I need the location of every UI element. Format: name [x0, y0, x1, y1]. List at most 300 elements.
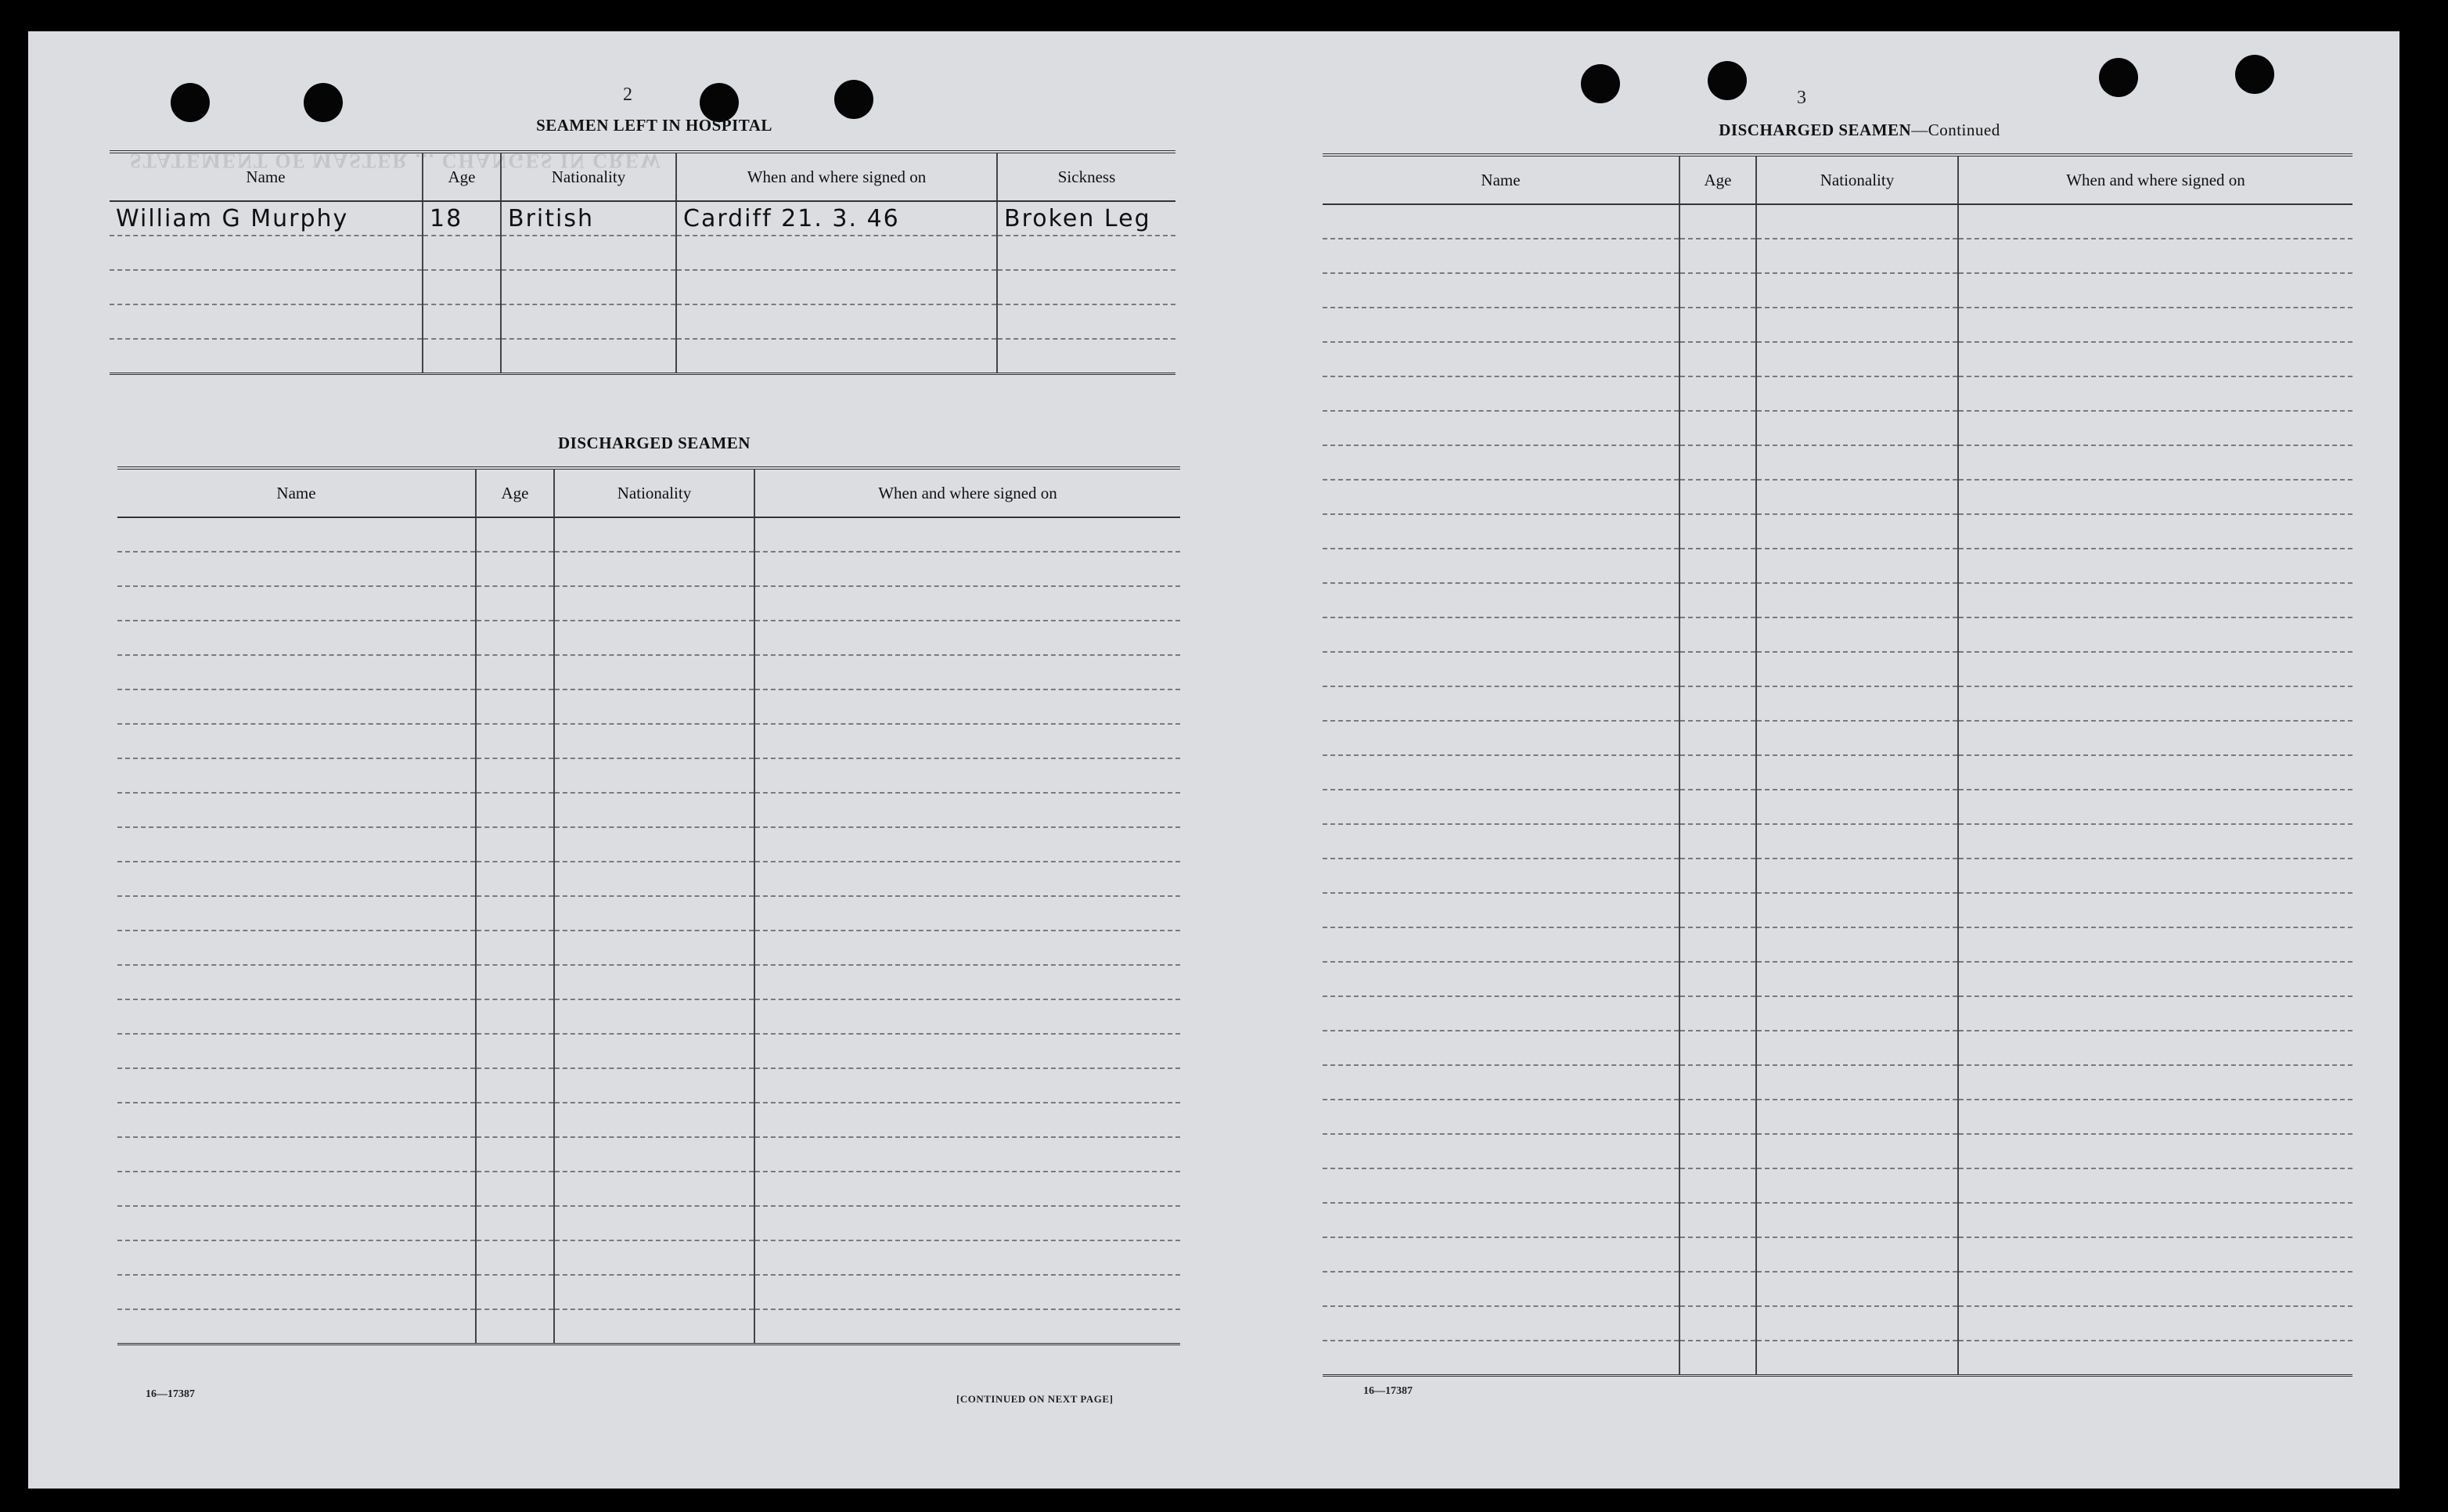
cell: [1958, 1168, 2353, 1203]
cell: [554, 1206, 754, 1240]
punch-hole: [1581, 64, 1620, 103]
table-row: [1323, 686, 2353, 721]
cell: [1323, 1203, 1679, 1237]
cell: [1958, 549, 2353, 583]
cell: [754, 655, 1180, 689]
cell: [754, 1103, 1180, 1137]
cell: [110, 339, 423, 374]
cell: [554, 517, 754, 552]
cell: [997, 339, 1175, 374]
table-row: [1323, 342, 2353, 376]
cell: [1323, 1341, 1679, 1376]
cell: [554, 1240, 754, 1275]
cell: [1958, 1134, 2353, 1168]
cell: [1756, 204, 1958, 239]
cell: [476, 965, 554, 999]
right-page: [1296, 31, 2399, 1489]
cell: [1958, 204, 2353, 239]
cell: [754, 1137, 1180, 1172]
cell: [1756, 1134, 1958, 1168]
document-sheet: [28, 31, 2399, 1489]
cell: [1756, 824, 1958, 859]
table-row: [1323, 859, 2353, 893]
cell: [476, 758, 554, 793]
form-number: 16—17387: [1363, 1385, 1413, 1397]
cell: [1323, 1031, 1679, 1065]
header-name: Name: [1323, 155, 1679, 204]
table-row: [117, 1172, 1180, 1206]
table-row: [1323, 549, 2353, 583]
cell: [1323, 1306, 1679, 1341]
cell: [1958, 859, 2353, 893]
cell: [1679, 411, 1756, 445]
cell: [554, 1034, 754, 1068]
table-row: [1323, 617, 2353, 652]
table-row: [1323, 755, 2353, 790]
header-signed-on: When and where signed on: [676, 152, 997, 201]
cell: [1756, 1100, 1958, 1134]
hospital-header-row: [110, 152, 1175, 201]
cell: [1679, 583, 1756, 617]
cell: [1323, 790, 1679, 824]
cell: [754, 827, 1180, 862]
cell: [1756, 1203, 1958, 1237]
cell: [1679, 1203, 1756, 1237]
table-row: [1323, 1100, 2353, 1134]
table-row: [110, 339, 1175, 374]
seaman-name: William G Murphy: [110, 201, 423, 236]
cell: [754, 1309, 1180, 1345]
cell: [1756, 755, 1958, 790]
cell: [476, 1172, 554, 1206]
table-row: [1323, 721, 2353, 755]
cell: [1958, 1272, 2353, 1306]
table-row: [1323, 480, 2353, 514]
cell: [1756, 927, 1958, 962]
cell: [476, 931, 554, 965]
table-row: [117, 1034, 1180, 1068]
seaman-signed-on: Cardiff 21. 3. 46: [676, 201, 997, 236]
cell: [754, 999, 1180, 1034]
cell: [1679, 927, 1756, 962]
cell: [1679, 1031, 1756, 1065]
cell: [117, 1034, 476, 1068]
cell: [1756, 893, 1958, 927]
table-row: [1323, 376, 2353, 411]
header-name: Name: [117, 468, 476, 517]
cell: [476, 862, 554, 896]
cell: [1958, 721, 2353, 755]
cell: [1679, 549, 1756, 583]
cell: [554, 655, 754, 689]
cell: [1958, 239, 2353, 273]
cell: [754, 517, 1180, 552]
cell: [554, 1275, 754, 1309]
discharged-section-title: DISCHARGED SEAMEN: [558, 434, 751, 452]
cell: [1323, 859, 1679, 893]
seaman-nationality: British: [501, 201, 676, 236]
cell: [1958, 376, 2353, 411]
cell: [476, 1034, 554, 1068]
cell: [554, 1309, 754, 1345]
cell: [476, 827, 554, 862]
table-row: [117, 1137, 1180, 1172]
table-row: [117, 965, 1180, 999]
cell: [1756, 411, 1958, 445]
cell: [1323, 342, 1679, 376]
cell: [117, 862, 476, 896]
cell: [1679, 686, 1756, 721]
left-page: [28, 31, 1202, 1489]
cell: [1958, 273, 2353, 308]
table-row: [117, 1068, 1180, 1103]
table-row: [110, 304, 1175, 339]
cell: [117, 1137, 476, 1172]
cell: [476, 896, 554, 931]
cell: [1679, 1134, 1756, 1168]
cell: [1679, 239, 1756, 273]
cell: [1958, 927, 2353, 962]
cell: [117, 965, 476, 999]
cell: [1679, 480, 1756, 514]
cell: [110, 304, 423, 339]
cell: [1679, 1272, 1756, 1306]
cell: [997, 236, 1175, 270]
cell: [1679, 273, 1756, 308]
cell: [754, 862, 1180, 896]
cell: [1323, 1168, 1679, 1203]
header-nationality: Nationality: [554, 468, 754, 517]
cell: [1679, 342, 1756, 376]
cell: [1958, 1203, 2353, 1237]
table-row: [1323, 514, 2353, 549]
cell: [1958, 1237, 2353, 1272]
cell: [1679, 308, 1756, 342]
cell: [476, 1240, 554, 1275]
table-row: [1323, 1031, 2353, 1065]
cell: [1679, 1168, 1756, 1203]
cell: [1756, 1065, 1958, 1100]
cell: [1756, 583, 1958, 617]
cell: [476, 1206, 554, 1240]
cell: [1679, 824, 1756, 859]
table-row: [110, 270, 1175, 304]
table-row: [117, 999, 1180, 1034]
header-age: Age: [423, 152, 501, 201]
cell: [554, 758, 754, 793]
cell: [1756, 1031, 1958, 1065]
cell: [476, 689, 554, 724]
cell: [554, 1068, 754, 1103]
cell: [1679, 893, 1756, 927]
cell: [1756, 1168, 1958, 1203]
page-number: 3: [1797, 88, 1806, 108]
cell: [1756, 1306, 1958, 1341]
cell: [1323, 686, 1679, 721]
header-name: Name: [110, 152, 423, 201]
cell: [1679, 996, 1756, 1031]
table-row: [117, 896, 1180, 931]
cell: [1756, 1272, 1958, 1306]
cell: [476, 517, 554, 552]
cell: [1756, 617, 1958, 652]
cell: [1958, 514, 2353, 549]
table-row: [1323, 790, 2353, 824]
cell: [554, 1172, 754, 1206]
cell: [476, 1103, 554, 1137]
table-row: [1323, 411, 2353, 445]
table-row: [1323, 824, 2353, 859]
table-row: [1323, 1237, 2353, 1272]
cell: [501, 270, 676, 304]
table-row: [1323, 1168, 2353, 1203]
cell: [554, 827, 754, 862]
cell: [117, 724, 476, 758]
table-row: [110, 236, 1175, 270]
cell: [554, 621, 754, 655]
cell: [754, 1240, 1180, 1275]
cell: [476, 655, 554, 689]
cell: [1323, 996, 1679, 1031]
cell: [1323, 1237, 1679, 1272]
punch-hole: [2235, 55, 2274, 94]
cell: [554, 724, 754, 758]
cell: [754, 758, 1180, 793]
cell: [754, 896, 1180, 931]
header-nationality: Nationality: [1756, 155, 1958, 204]
cell: [554, 931, 754, 965]
form-number: 16—17387: [146, 1388, 195, 1400]
cell: [1679, 755, 1756, 790]
cell: [1958, 411, 2353, 445]
cell: [117, 999, 476, 1034]
cell: [1323, 445, 1679, 480]
cell: [754, 724, 1180, 758]
cell: [754, 793, 1180, 827]
cell: [1756, 686, 1958, 721]
table-row: [117, 621, 1180, 655]
table-row: [1323, 273, 2353, 308]
table-row: [117, 1309, 1180, 1345]
table-row: [1323, 962, 2353, 996]
cell: [1323, 549, 1679, 583]
cell: [754, 965, 1180, 999]
cell: [1323, 308, 1679, 342]
cell: [1323, 1100, 1679, 1134]
cell: [476, 1309, 554, 1345]
discharged-table-right: [1323, 153, 2353, 1377]
cell: [1756, 239, 1958, 273]
cell: [554, 965, 754, 999]
header-age: Age: [1679, 155, 1756, 204]
cell: [117, 793, 476, 827]
cell: [676, 236, 997, 270]
cell: [110, 270, 423, 304]
cell: [1323, 239, 1679, 273]
header-sickness: Sickness: [997, 152, 1175, 201]
cell: [754, 1034, 1180, 1068]
cell: [476, 793, 554, 827]
cell: [117, 517, 476, 552]
cell: [117, 758, 476, 793]
cell: [1679, 204, 1756, 239]
cell: [1323, 583, 1679, 617]
cell: [554, 1103, 754, 1137]
table-row: [117, 724, 1180, 758]
cell: [1323, 617, 1679, 652]
cell: [754, 621, 1180, 655]
cell: [110, 236, 423, 270]
cell: [554, 552, 754, 586]
page-number: 2: [623, 85, 632, 105]
table-row: [117, 586, 1180, 621]
cell: [1323, 962, 1679, 996]
cell: [423, 236, 501, 270]
cell: [1958, 1306, 2353, 1341]
discharged-header-row: [117, 468, 1180, 517]
table-row: [1323, 445, 2353, 480]
cell: [476, 724, 554, 758]
cell: [501, 339, 676, 374]
cell: [1323, 480, 1679, 514]
table-row: [117, 1275, 1180, 1309]
cell: [1958, 790, 2353, 824]
cell: [1958, 617, 2353, 652]
table-row: [117, 1206, 1180, 1240]
cell: [117, 1068, 476, 1103]
cell: [1958, 1341, 2353, 1376]
table-row: [1323, 1272, 2353, 1306]
cell: [117, 655, 476, 689]
discharged-table-left: [117, 466, 1180, 1345]
cell: [117, 586, 476, 621]
cell: [1679, 1065, 1756, 1100]
cell: [1679, 859, 1756, 893]
cell: [476, 999, 554, 1034]
cell: [1679, 1306, 1756, 1341]
cell: [1323, 755, 1679, 790]
cell: [117, 1206, 476, 1240]
cell: [554, 689, 754, 724]
table-row: [117, 931, 1180, 965]
cell: [554, 862, 754, 896]
cell: [1679, 721, 1756, 755]
cell: [1756, 859, 1958, 893]
table-row: [117, 758, 1180, 793]
cell: [1756, 308, 1958, 342]
cell: [1679, 962, 1756, 996]
cell: [676, 304, 997, 339]
seaman-age: 18: [423, 201, 501, 236]
cell: [1756, 376, 1958, 411]
cell: [1756, 1237, 1958, 1272]
cell: [1323, 204, 1679, 239]
hospital-section-title: SEAMEN LEFT IN HOSPITAL: [536, 116, 772, 135]
cell: [1756, 342, 1958, 376]
table-row: [117, 552, 1180, 586]
cell: [1958, 583, 2353, 617]
table-row: [1323, 583, 2353, 617]
seaman-sickness: Broken Leg: [997, 201, 1175, 236]
cell: [754, 552, 1180, 586]
table-row: [117, 1240, 1180, 1275]
table-row: [1323, 308, 2353, 342]
cell: [1323, 273, 1679, 308]
cell: [1958, 755, 2353, 790]
table-row: [1323, 893, 2353, 927]
cell: [997, 304, 1175, 339]
header-signed-on: When and where signed on: [754, 468, 1180, 517]
bleed-through-text: STATEMENT OF MASTER ... CHANGES IN CREW: [130, 149, 663, 172]
cell: [1323, 893, 1679, 927]
cell: [476, 621, 554, 655]
cell: [1323, 927, 1679, 962]
cell: [1323, 514, 1679, 549]
cell: [1958, 480, 2353, 514]
cell: [1958, 962, 2353, 996]
cell: [1323, 652, 1679, 686]
punch-hole: [2099, 58, 2138, 97]
cell: [117, 689, 476, 724]
cell: [117, 931, 476, 965]
table-row: [110, 201, 1175, 236]
cell: [1756, 480, 1958, 514]
cell: [1756, 721, 1958, 755]
cell: [1958, 996, 2353, 1031]
cell: [1958, 893, 2353, 927]
header-age: Age: [476, 468, 554, 517]
cell: [476, 1068, 554, 1103]
cell: [754, 1275, 1180, 1309]
cell: [1958, 1031, 2353, 1065]
cell: [476, 552, 554, 586]
table-row: [117, 862, 1180, 896]
cell: [1323, 721, 1679, 755]
cell: [1679, 1100, 1756, 1134]
cell: [423, 339, 501, 374]
cell: [501, 236, 676, 270]
cell: [1958, 824, 2353, 859]
cell: [754, 689, 1180, 724]
cell: [1679, 652, 1756, 686]
cell: [754, 1068, 1180, 1103]
cell: [476, 1275, 554, 1309]
cell: [1958, 1065, 2353, 1100]
cell: [1756, 549, 1958, 583]
cell: [117, 896, 476, 931]
cell: [1756, 273, 1958, 308]
cell: [1756, 514, 1958, 549]
table-row: [1323, 1065, 2353, 1100]
cell: [997, 270, 1175, 304]
cell: [501, 304, 676, 339]
cell: [117, 621, 476, 655]
cell: [1958, 308, 2353, 342]
cell: [1679, 1237, 1756, 1272]
cell: [117, 1309, 476, 1345]
cell: [1323, 376, 1679, 411]
cell: [1679, 514, 1756, 549]
table-row: [1323, 1306, 2353, 1341]
continued-note: [CONTINUED ON NEXT PAGE]: [956, 1393, 1114, 1405]
table-row: [117, 689, 1180, 724]
cell: [754, 1172, 1180, 1206]
cell: [1679, 617, 1756, 652]
table-row: [117, 793, 1180, 827]
cell: [423, 270, 501, 304]
table-row: [1323, 239, 2353, 273]
cell: [1323, 411, 1679, 445]
